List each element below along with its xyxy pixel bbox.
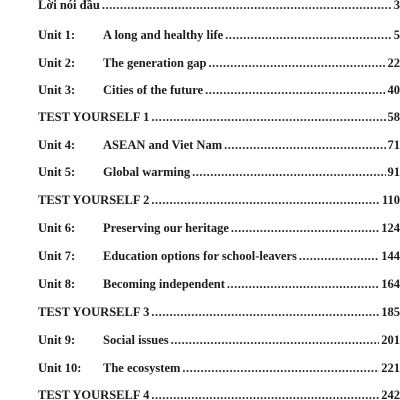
toc-title: TEST YOURSELF 3 bbox=[38, 305, 150, 319]
dot-leader bbox=[182, 360, 379, 376]
toc-entry bbox=[103, 27, 400, 43]
toc-page-number: 242 bbox=[381, 388, 400, 400]
toc-title: TEST YOURSELF 1 bbox=[38, 110, 150, 124]
unit-label: Unit 8: bbox=[38, 277, 76, 291]
toc-title: Becoming independent bbox=[103, 277, 225, 291]
toc-entry bbox=[103, 220, 400, 236]
toc-entry bbox=[103, 276, 400, 292]
dot-leader bbox=[171, 332, 380, 348]
toc-title: TEST YOURSELF 4 bbox=[38, 388, 150, 400]
unit-label: Unit 10: bbox=[38, 361, 82, 375]
toc-page-number: 71 bbox=[387, 138, 400, 152]
toc-entry bbox=[38, 109, 400, 125]
dot-leader bbox=[208, 55, 385, 71]
toc-title: Preserving our heritage bbox=[103, 221, 229, 235]
toc-page-number: 221 bbox=[381, 361, 400, 375]
toc-entry bbox=[38, 304, 400, 320]
dot-leader bbox=[224, 137, 385, 153]
toc-page-number: 201 bbox=[381, 333, 400, 347]
toc-page-number: 58 bbox=[387, 110, 400, 124]
unit-label: Unit 6: bbox=[38, 221, 76, 235]
toc-page-number: 5 bbox=[393, 28, 400, 42]
toc-title: The ecosystem bbox=[103, 361, 181, 375]
toc-page-number: 144 bbox=[381, 249, 400, 263]
toc-row-unit-3 bbox=[0, 82, 400, 98]
toc-entry bbox=[103, 82, 400, 98]
dot-leader bbox=[151, 387, 379, 400]
unit-label: Unit 1: bbox=[38, 28, 76, 42]
toc-title: Education options for school-leavers bbox=[103, 249, 297, 263]
toc-entry bbox=[38, 0, 400, 13]
toc-title: The generation gap bbox=[103, 56, 207, 70]
toc-title: Lời nói đầu bbox=[38, 0, 100, 12]
unit-label: Unit 5: bbox=[38, 165, 76, 179]
toc-page-number: 91 bbox=[387, 165, 400, 179]
toc-page-number: 185 bbox=[381, 305, 400, 319]
toc-page-number: 3 bbox=[393, 0, 400, 12]
unit-label: Unit 4: bbox=[38, 138, 76, 152]
toc-row-unit-8 bbox=[0, 276, 400, 292]
toc-entry bbox=[38, 387, 400, 400]
toc-row-unit-9 bbox=[0, 332, 400, 348]
unit-label: Unit 3: bbox=[38, 83, 76, 97]
toc-row-unit-4 bbox=[0, 137, 400, 153]
toc-entry bbox=[103, 55, 400, 71]
toc-title: A long and healthy life bbox=[103, 28, 224, 42]
dot-leader bbox=[151, 192, 380, 208]
toc-entry bbox=[103, 164, 400, 180]
toc-row-foreword bbox=[0, 0, 400, 13]
toc-title: Global warming bbox=[103, 165, 191, 179]
toc-entry bbox=[103, 332, 400, 348]
dot-leader bbox=[102, 0, 392, 13]
toc-title: ASEAN and Viet Nam bbox=[103, 138, 223, 152]
unit-label: Unit 7: bbox=[38, 249, 76, 263]
toc-row-test-2 bbox=[0, 192, 400, 208]
toc-row-unit-5 bbox=[0, 164, 400, 180]
toc-page-number: 110 bbox=[381, 193, 400, 207]
dot-leader bbox=[192, 164, 385, 180]
dot-leader bbox=[151, 304, 379, 320]
toc-entry bbox=[103, 360, 400, 376]
dot-leader bbox=[231, 220, 379, 236]
toc-row-unit-2 bbox=[0, 55, 400, 71]
toc-page-number: 40 bbox=[387, 83, 400, 97]
toc-row-test-4 bbox=[0, 387, 400, 400]
toc-title: TEST YOURSELF 2 bbox=[38, 193, 150, 207]
toc-row-unit-10 bbox=[0, 360, 400, 376]
dot-leader bbox=[299, 248, 379, 264]
toc-page-number: 124 bbox=[381, 221, 400, 235]
dot-leader bbox=[227, 276, 379, 292]
toc-page-number: 22 bbox=[387, 56, 400, 70]
toc-row-unit-7 bbox=[0, 248, 400, 264]
dot-leader bbox=[205, 82, 385, 98]
unit-label: Unit 9: bbox=[38, 333, 76, 347]
dot-leader bbox=[225, 27, 392, 43]
toc-row-unit-6 bbox=[0, 220, 400, 236]
toc-row-unit-1 bbox=[0, 27, 400, 43]
toc-row-test-3 bbox=[0, 304, 400, 320]
toc-entry bbox=[103, 137, 400, 153]
toc-entry bbox=[38, 192, 400, 208]
toc-title: Social issues bbox=[103, 333, 169, 347]
toc-page-number: 164 bbox=[381, 277, 400, 291]
dot-leader bbox=[151, 109, 385, 125]
toc-entry bbox=[103, 248, 400, 264]
toc-row-test-1 bbox=[0, 109, 400, 125]
unit-label: Unit 2: bbox=[38, 56, 76, 70]
toc-title: Cities of the future bbox=[103, 83, 204, 97]
